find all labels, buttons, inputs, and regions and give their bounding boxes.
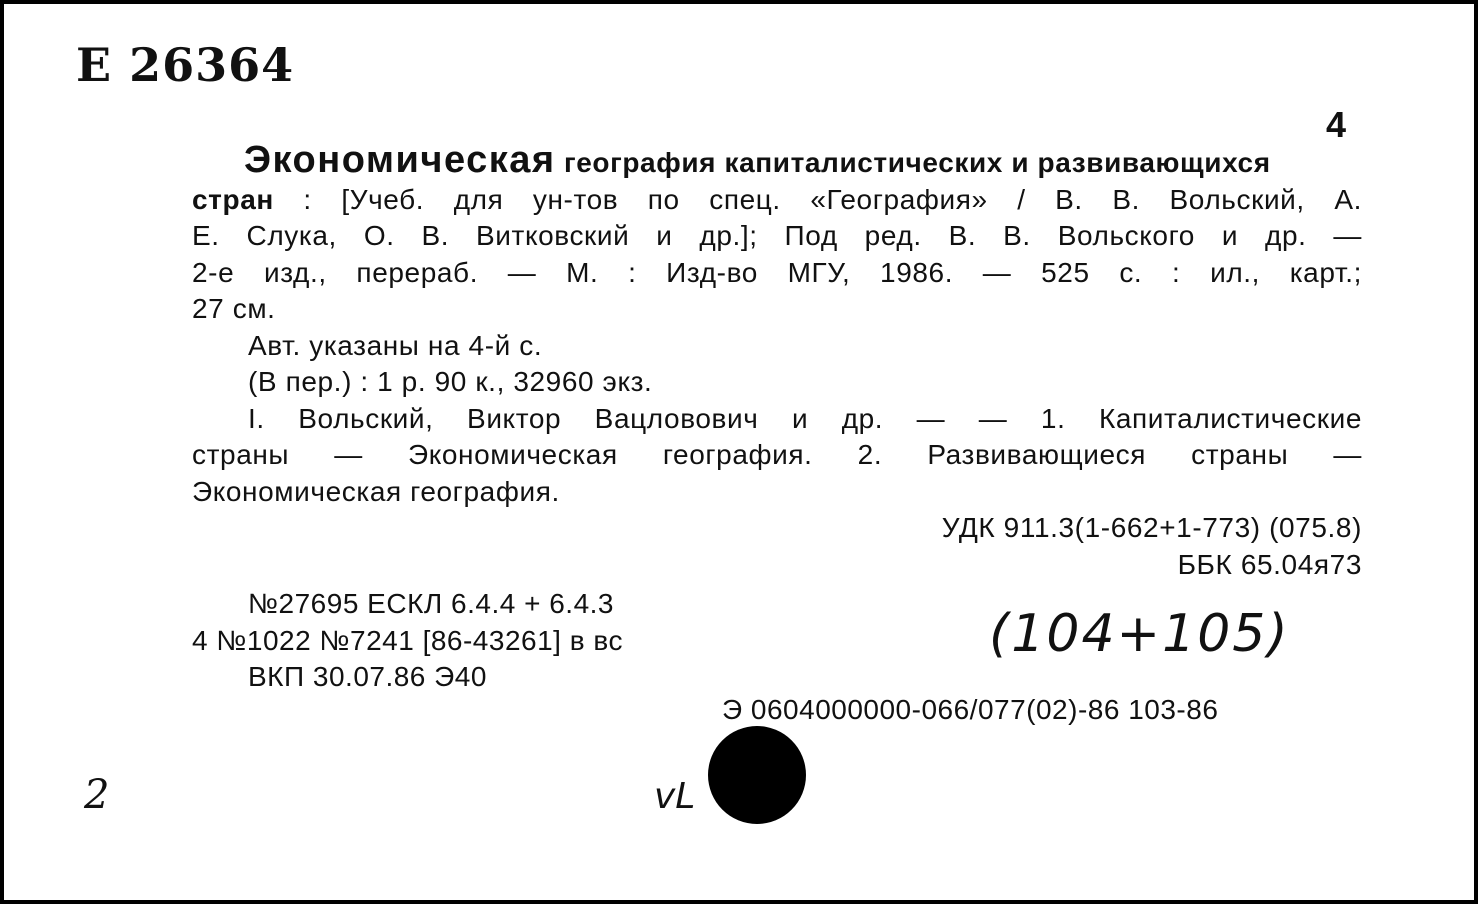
title-rest: география капиталистических и развивающихся <box>563 147 1271 178</box>
udk-code: УДК 911.3(1-662+1-773) (075.8) <box>941 512 1362 543</box>
vkp-info: ВКП 30.07.86 Э40 <box>248 661 487 692</box>
subjects-line-3: Экономическая география. <box>192 475 560 507</box>
note-authors: Авт. указаны на 4-й с. <box>248 329 543 361</box>
printing-info <box>192 586 623 696</box>
note-price: (В пер.) : 1 р. 90 к., 32960 экз. <box>248 366 653 397</box>
description-line-2 <box>192 182 1362 219</box>
bibliographic-description <box>192 139 1362 583</box>
description-line-5: 27 см. <box>192 293 276 324</box>
page-number: 4 <box>1326 104 1347 145</box>
punch-hole <box>708 726 806 824</box>
handwritten-mark-left: 2 <box>84 772 110 818</box>
inventory-number: Е 26364 <box>76 38 295 92</box>
subjects-line-1: I. Вольский, Виктор Вацловович и др. — — 1. Капиталистические <box>248 402 1362 434</box>
title-line <box>192 139 1362 182</box>
description-line-4: 2-е изд., перераб. — М. : Изд-во МГУ, 1986. — 525 с. : ил., карт.; <box>192 256 1362 288</box>
esk-code: №27695 ЕСКЛ 6.4.4 + 6.4.3 <box>248 588 614 619</box>
description-line-2-text: : [Учеб. для ун-тов по спец. «География» / В. В. Вольский, А. <box>303 183 1362 215</box>
order-info: 4 №1022 №7241 [86-43261] в вс <box>192 624 623 656</box>
classification-code: Э 0604000000-066/077(02)-86 103-86 <box>722 694 1219 725</box>
description-line-3: Е. Слука, О. В. Витковский и др.]; Под ред. В. В. Вольского и др. — <box>192 220 1362 251</box>
subjects-line-2: страны — Экономическая география. 2. Развивающиеся страны — <box>192 439 1362 470</box>
title-word: Экономическая <box>244 139 556 181</box>
handwritten-code: (104+105) <box>989 604 1290 664</box>
title-end: стран <box>192 183 274 215</box>
bbk-code: ББК 65.04я73 <box>1177 548 1362 580</box>
handwritten-mark-center: vL <box>654 776 696 817</box>
